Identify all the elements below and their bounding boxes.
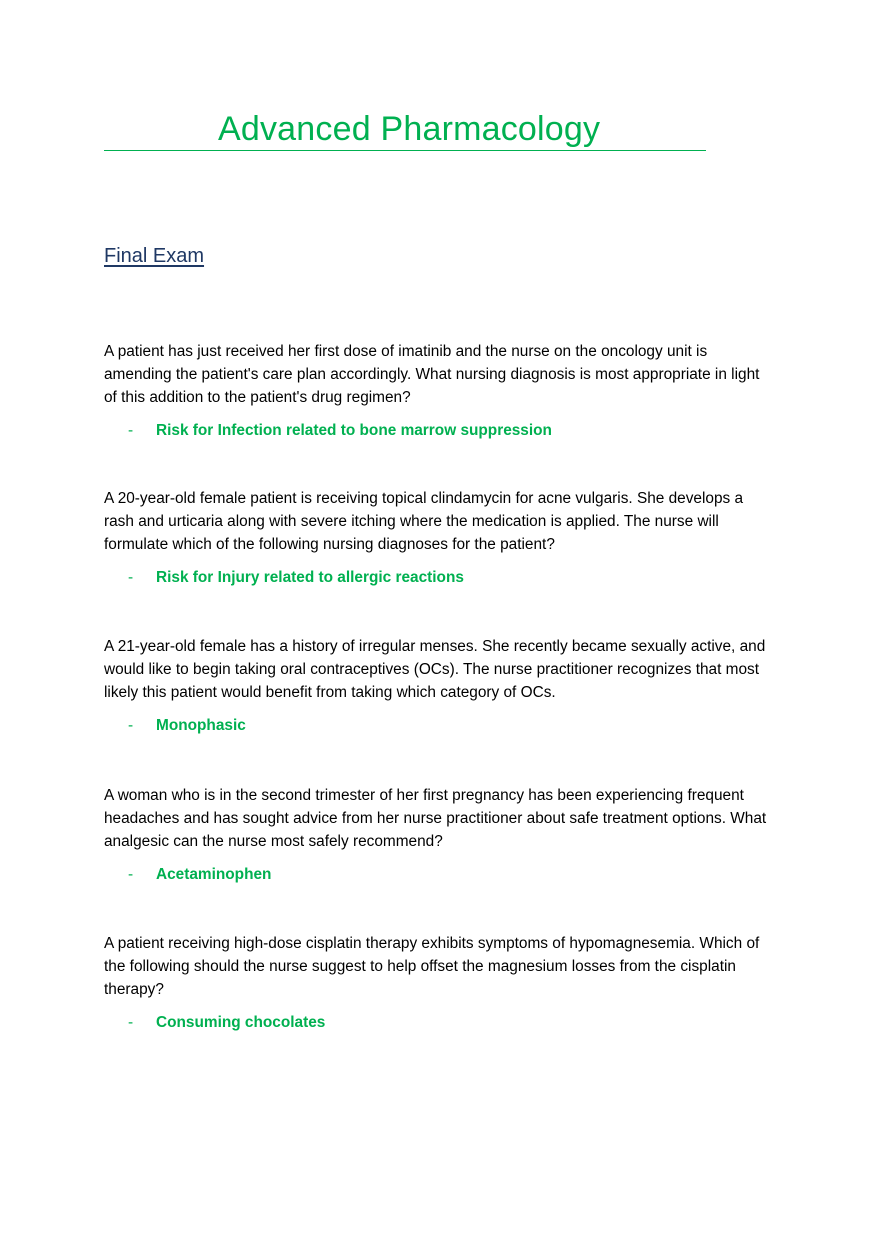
answer-text: Risk for Infection related to bone marrow suppression — [156, 422, 552, 439]
bullet-dash: - — [128, 569, 134, 586]
answer-item — [104, 419, 776, 442]
answer-item — [104, 863, 776, 886]
answer-text: Monophasic — [156, 717, 246, 734]
question-block-3 — [104, 635, 776, 737]
question-block-5 — [104, 932, 776, 1034]
question-text: A patient receiving high-dose cisplatin therapy exhibits symptoms of hypomagnesemia. Which of the following should the nurse suggest to help offset the magnesium losses from the cisplatin therapy? — [104, 935, 760, 998]
answer-item — [104, 1011, 776, 1034]
question-block-1 — [104, 340, 776, 442]
question-block-2 — [104, 487, 776, 589]
answer-item — [104, 566, 776, 589]
question-text: A patient has just received her first dose of imatinib and the nurse on the oncology unit is amending the patient's care plan accordingly. What nursing diagnosis is most appropriate in light of this addition to the patient's drug regimen? — [104, 343, 760, 406]
bullet-dash: - — [128, 717, 134, 734]
question-text: A 20-year-old female patient is receiving topical clindamycin for acne vulgaris. She develops a rash and urticaria along with severe itching where the medication is applied. The nurse will formulate which of the following nursing diagnoses for the patient? — [104, 490, 744, 553]
bullet-dash: - — [128, 1014, 134, 1031]
answer-text: Risk for Injury related to allergic reactions — [156, 569, 464, 586]
question-text: A woman who is in the second trimester of her first pregnancy has been experiencing frequent headaches and has sought advice from her nurse practitioner about safe treatment options. What analgesic can the nurse most safely recommend? — [104, 787, 767, 850]
answer-text: Acetaminophen — [156, 866, 272, 883]
bullet-dash: - — [128, 866, 134, 883]
document-subtitle: Final Exam — [104, 245, 205, 267]
question-text: A 21-year-old female has a history of irregular menses. She recently became sexually active, and would like to begin taking oral contraceptives (OCs). The nurse practitioner recognizes that most likely this patient would benefit from taking which category of OCs. — [104, 638, 766, 701]
document-title: Advanced Pharmacology — [218, 110, 601, 148]
question-block-4 — [104, 784, 776, 886]
answer-item — [104, 714, 776, 737]
bullet-dash: - — [128, 422, 134, 439]
title-underline — [104, 108, 706, 151]
answer-text: Consuming chocolates — [156, 1014, 326, 1031]
